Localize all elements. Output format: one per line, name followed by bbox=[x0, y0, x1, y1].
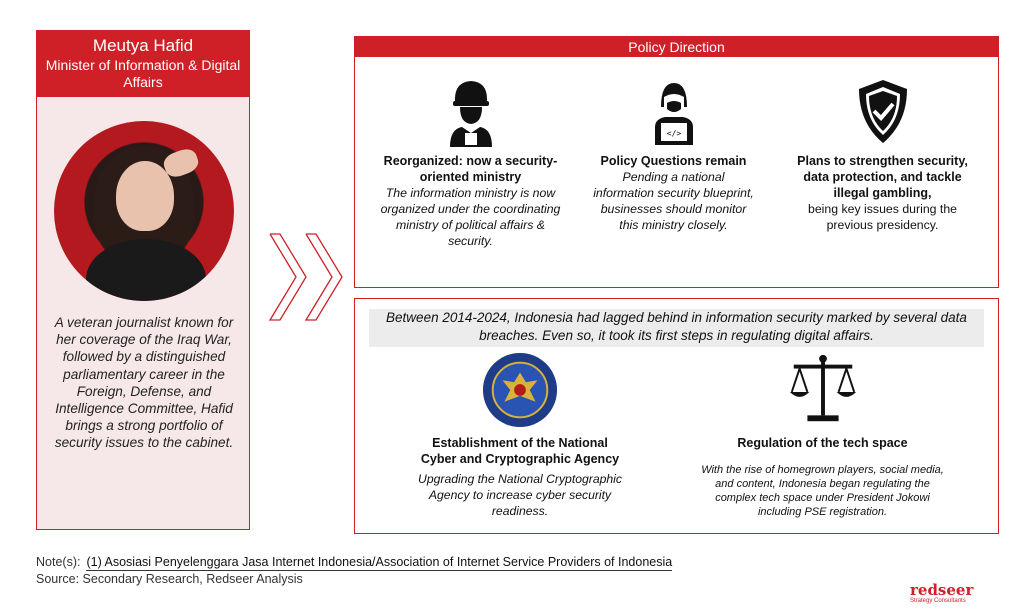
profile-card bbox=[36, 30, 250, 530]
policy-item-text: The information ministry is now organized under the coordinating ministry of political affairs & security. bbox=[380, 186, 561, 248]
footer bbox=[36, 554, 672, 587]
profile-role: Minister of Information & Digital Affairs bbox=[45, 57, 241, 90]
scales-icon bbox=[784, 351, 862, 429]
profile-portrait bbox=[54, 121, 234, 301]
policy-direction-panel bbox=[354, 36, 999, 288]
policy-item-questions bbox=[591, 77, 756, 233]
brand-name: redseer bbox=[910, 581, 974, 599]
summary-banner: Between 2014-2024, Indonesia had lagged behind in information security marked by several data breaches. Even so, it took its first steps in regulating digital affairs. bbox=[369, 309, 984, 347]
lower-item-tech-regulation bbox=[695, 351, 950, 519]
lower-item-title: Establishment of the National Cyber and Cryptographic Agency bbox=[420, 436, 620, 466]
chevron-arrows-icon bbox=[268, 232, 348, 322]
brand-logo bbox=[910, 583, 980, 605]
note-label: Note(s): bbox=[36, 555, 81, 569]
lower-item-text: Upgrading the National Cryptographic Agency to increase cyber security readiness. bbox=[418, 472, 622, 518]
policy-direction-title: Policy Direction bbox=[355, 37, 998, 57]
policy-item-title: Plans to strengthen security, data protection, and tackle illegal gambling, bbox=[797, 154, 968, 200]
policy-item-title: Reorganized: now a security-oriented ministry bbox=[383, 154, 558, 184]
profile-header bbox=[37, 31, 249, 97]
policy-item-security-ministry bbox=[373, 77, 568, 249]
brand-tagline: Strategy Consultants bbox=[910, 598, 966, 604]
profile-name: Meutya Hafid bbox=[92, 36, 194, 55]
source-text: Source: Secondary Research, Redseer Analysis bbox=[36, 572, 303, 586]
svg-text:</>: </> bbox=[666, 129, 681, 138]
policy-item-text: being key issues during the previous presidency. bbox=[807, 202, 958, 232]
lower-item-cyber-agency bbox=[415, 351, 625, 519]
lower-item-text: With the rise of homegrown players, social media, and content, Indonesia began regulating the complex tech space under President Jokowi including PSE registration. bbox=[701, 464, 944, 518]
footer-note bbox=[36, 554, 672, 571]
shield-check-icon bbox=[855, 77, 911, 147]
policy-item-text: Pending a national information security blueprint, businesses should monitor this ministry closely. bbox=[593, 170, 754, 232]
coder-icon bbox=[649, 77, 699, 147]
digital-affairs-panel bbox=[354, 298, 999, 534]
profile-bio: A veteran journalist known for her coverage of the Iraq War, followed by a distinguished parliamentary career in the Foreign, Defense, and Intelligence Committee, Hafid brings a strong portfolio of security issues to the cabinet. bbox=[54, 315, 234, 451]
note-text: (1) Asosiasi Penyelenggara Jasa Internet Indonesia/Association of Internet Service Providers of Indonesia bbox=[86, 555, 673, 569]
policy-item-title: Policy Questions remain bbox=[600, 154, 747, 168]
soldier-icon bbox=[446, 77, 496, 147]
policy-item-strengthen-security bbox=[790, 77, 975, 233]
national-cyber-agency-seal-icon bbox=[481, 351, 559, 429]
lower-item-title: Regulation of the tech space bbox=[737, 436, 908, 450]
